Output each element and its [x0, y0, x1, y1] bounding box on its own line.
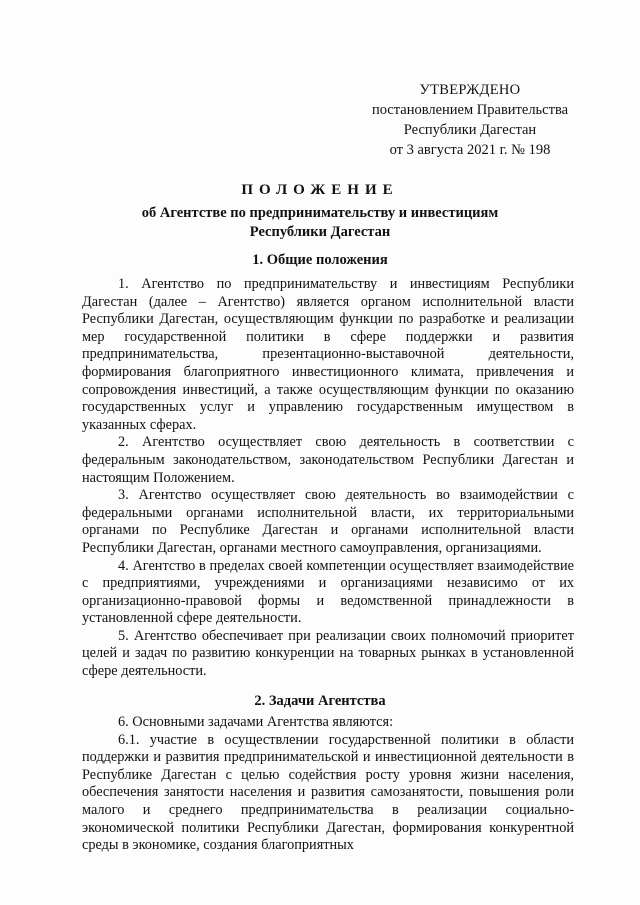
paragraph-3: 3. Агентство осуществляет свою деятельность во взаимодействии с федеральными органами исполнительной власти, их территориальными органами по Республике Дагестан и органами исполнительной власти Республики Дагестан, органами местного самоуправления, организациями.	[82, 487, 574, 556]
section-1-body	[82, 276, 574, 681]
approval-line-2: Республики Дагестан	[403, 122, 537, 138]
title-sub-line-2: Республики Дагестан	[249, 224, 391, 240]
approval-line-3: от 3 августа 2021 г. № 198	[389, 142, 551, 158]
paragraph-6-1: 6.1. участие в осуществлении государственной политики в области поддержки и развития предпринимательской и инвестиционной деятельности в Республике Дагестан с целью содействия росту уровня жизни населения, обеспечения занятости населения и развития самозанятости, повышения роли малого и среднего предпринимательства в реализации социально-экономической политики Республики Дагестан, формирования конкурентной среды в экономике, создания благоприятных	[82, 731, 574, 854]
approval-heading: УТВЕРЖДЕНО	[419, 82, 521, 98]
section-2-heading: 2. Задачи Агентства	[254, 693, 386, 709]
title-subtitle	[60, 204, 580, 242]
title-sub-line-1: об Агентстве по предпринимательству и инвестициям	[141, 205, 499, 221]
paragraph-5: 5. Агентство обеспечивает при реализации своих полномочий приоритет целей и задач по развитию конкуренции на товарных рынках в установленной сфере деятельности.	[82, 627, 574, 680]
section-1-heading: 1. Общие положения	[252, 252, 388, 268]
paragraph-1: 1. Агентство по предпринимательству и инвестициям Республики Дагестан (далее – Агентство) является органом исполнительной власти Республики Дагестан, осуществляющим функции по разработке и реализации мер государственной политики в сфере поддержки и развития предпринимательства, презентационно-выставочной деятельности, формирования благоприятного инвестиционного климата, привлечения и сопровождения инвестиций, а также осуществляющим функции по оказанию государственных услуг и управлению государственным имуществом в указанных сферах.	[82, 276, 574, 433]
section-2-body	[82, 714, 574, 855]
paragraph-4: 4. Агентство в пределах своей компетенции осуществляет взаимодействие с предприятиями, учреждениями и организациями независимо от их организационно-правовой формы и ведомственной принадлежности в установленной сфере деятельности.	[82, 557, 574, 627]
paragraph-2: 2. Агентство осуществляет свою деятельность в соответствии с федеральным законодательством, законодательством Республики Дагестан и настоящим Положением.	[82, 434, 574, 486]
approval-stamp	[350, 80, 590, 160]
paragraph-6: 6. Основными задачами Агентства являются:	[118, 714, 394, 730]
approval-line-1: постановлением Правительства	[371, 102, 569, 118]
document-title	[60, 180, 580, 242]
title-main: ПОЛОЖЕНИЕ	[241, 182, 399, 198]
